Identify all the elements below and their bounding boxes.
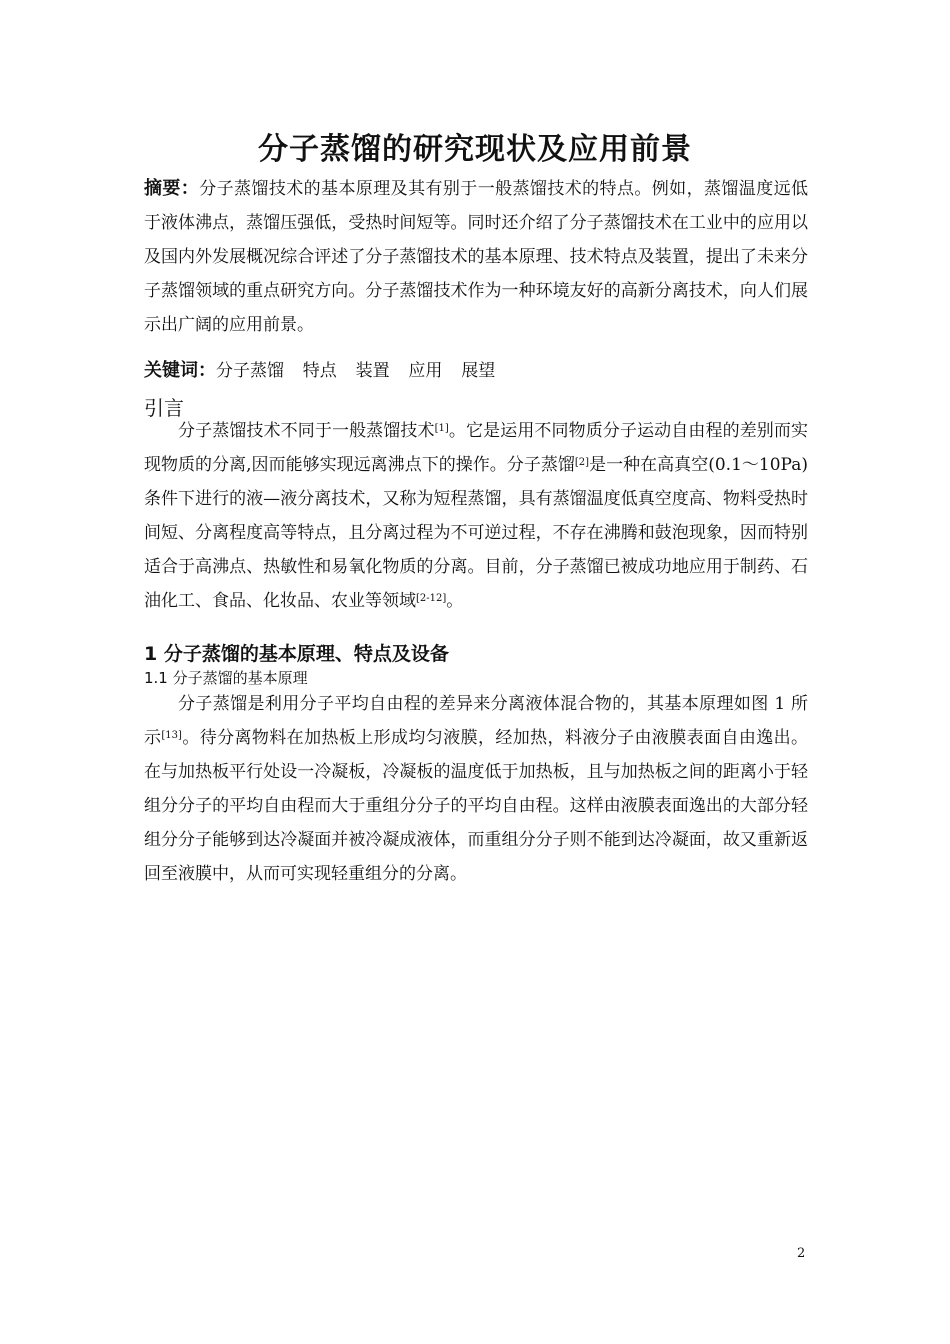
abstract-label: 摘要： — [144, 178, 200, 199]
principle-text-part1: 分子蒸馏是利用分子平均自由程的差异来分离液体混合物的，其基本原理如图 1 所示 — [144, 694, 808, 748]
citation-ref: [13] — [161, 730, 182, 741]
citation-ref: [1] — [434, 423, 449, 434]
principle-text-part2: 。待分离物料在加热板上形成均匀液膜，经加热，料液分子由液膜表面自由逸出。在与加热板平行处设一冷凝板，冷凝板的温度低于加热板，且与加热板之间的距离小于轻组分分子的平均自由程而大于重组分分子的平均自由程。这样由液膜表面逸出的大部分轻组分分子能够到达冷凝面并被冷凝成液体，而重组分分子则不能到达冷凝面，故又重新返回至液膜中，从而可实现轻重组分的分离。 — [144, 728, 809, 884]
keywords-text: 分子蒸馏 特点 装置 应用 展望 — [216, 361, 496, 381]
intro-text-part2: 。它是运用不同物质分子运动自由程的差别而实现物质的分离,因而能够实现远离沸点下的操作。分子蒸馏 — [144, 421, 809, 475]
intro-text-part1: 分子蒸馏技术不同于一般蒸馏技术 — [178, 421, 435, 441]
intro-paragraph — [144, 414, 808, 618]
abstract-paragraph — [144, 172, 808, 342]
abstract-text: 分子蒸馏技术的基本原理及其有别于一般蒸馏技术的特点。例如，蒸馏温度远低于液体沸点，蒸馏压强低，受热时间短等。同时还介绍了分子蒸馏技术在工业中的应用以及国内外发展概况综合评述了分子蒸馏技术的基本原理、技术特点及装置，提出了未来分子蒸馏领域的重点研究方向。分子蒸馏技术作为一种环境友好的高新分离技术，向人们展示出广阔的应用前景。 — [144, 179, 809, 335]
keywords-line — [144, 356, 808, 386]
citation-ref: [2] — [574, 457, 590, 468]
principle-paragraph — [144, 687, 808, 891]
intro-heading: 引言 — [144, 396, 184, 420]
citation-ref: [2-12] — [416, 593, 447, 604]
section-heading: 1 分子蒸馏的基本原理、特点及设备 — [144, 643, 449, 665]
intro-text-part4: 。 — [446, 591, 464, 611]
document-title: 分子蒸馏的研究现状及应用前景 — [258, 132, 692, 167]
keywords-label: 关键词： — [144, 360, 216, 381]
intro-text-part3: 是一种在高真空(0.1～10Pa)条件下进行的液—液分离技术，又称为短程蒸馏，具有蒸馏温度低真空度高、物料受热时间短、分离程度高等特点，且分离过程为不可逆过程，不存在沸腾和鼓泡现象，因而特别适合于高沸点、热敏性和易氧化物质的分离。目前，分子蒸馏已被成功地应用于制药、石油化工、食品、化妆品、农业等领域 — [144, 455, 808, 611]
subsection-heading: 1.1 分子蒸馏的基本原理 — [144, 669, 308, 687]
page-number: 2 — [797, 1246, 806, 1261]
